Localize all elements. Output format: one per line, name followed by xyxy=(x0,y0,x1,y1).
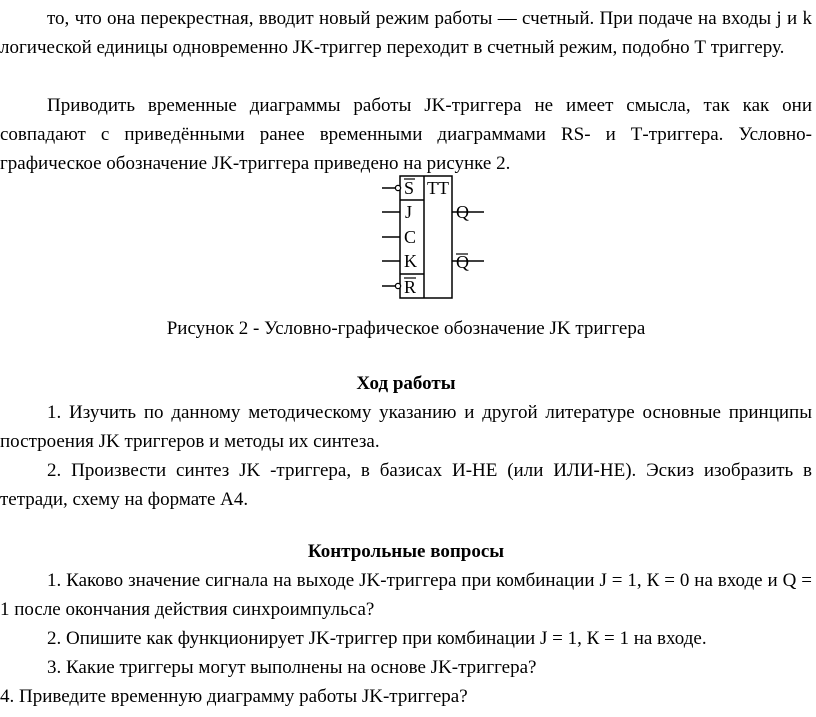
section-heading-work: Ход работы xyxy=(356,373,456,394)
input-label-r: R xyxy=(404,277,417,297)
input-label-j: J xyxy=(405,202,413,222)
paragraph-timing-diagrams: Приводить временные диаграммы работы JK-триггера не имеет смысла, так как они совпадают с приведёнными ранее временными диаграммами RS- и Т-триггера. Условно-графическое обозначение JK-триггера приведено на рисунке 2. xyxy=(0,95,812,174)
question-4: 4. Приведите временную диаграмму работы JK-триггера? xyxy=(0,686,468,707)
work-item-1: 1. Изучить по данному методическому указанию и другой литературе основные принципы построения JK триггеров и методы их синтеза. xyxy=(0,402,812,452)
output-label-q-inverse: Q xyxy=(456,252,469,272)
section-heading-questions: Контрольные вопросы xyxy=(307,541,505,562)
question-3: 3. Какие триггеры могут выполнены на основе JK-триггера? xyxy=(47,657,537,678)
question-2: 2. Опишите как функционирует JK-триггер при комбинации J = 1, К = 1 на входе. xyxy=(47,628,707,649)
input-label-s: S xyxy=(404,178,415,198)
symbol-title: TT xyxy=(427,178,449,198)
work-item-2: 2. Произвести синтез JK -триггера, в базисах И-НЕ (или ИЛИ-НЕ). Эскиз изобразить в тетради, схему на формате А4. xyxy=(0,460,812,510)
jk-trigger-symbol xyxy=(378,172,488,304)
paragraph-intro-continued: то, что она перекрестная, вводит новый режим работы — счетный. При подаче на входы j и k логической единицы одновременно JK-триггер переходит в счетный режим, подобно Т триггеру. xyxy=(0,8,812,58)
output-label-q: Q xyxy=(456,202,469,222)
input-label-c: C xyxy=(404,227,417,247)
figure-caption: Рисунок 2 - Условно-графическое обозначение JK триггера xyxy=(166,318,646,339)
question-1: 1. Каково значение сигнала на выходе JK-триггера при комбинации J = 1, К = 0 на входе и Q = 1 после окончания действия синхроимпульса? xyxy=(0,570,812,620)
input-label-k: K xyxy=(404,251,417,271)
